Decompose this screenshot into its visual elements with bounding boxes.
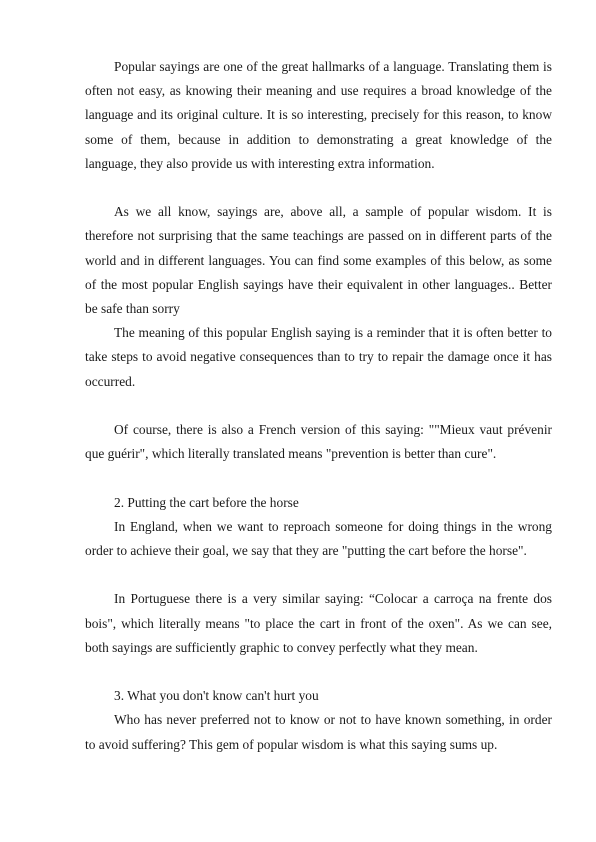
document-page — [85, 55, 552, 757]
paragraph-spacer — [85, 563, 552, 587]
section-2-heading: 2. Putting the cart before the horse — [114, 494, 299, 510]
intro-paragraph-2: As we all know, sayings are, above all, a sample of popular wisdom. It is therefore not surprising that the same teachings are passed on in different parts of the world and in different languages. You can find some examples of this below, as some of the most popular English sayings have their equivalent in other languages.. Better be safe than sorry — [85, 204, 552, 317]
intro-paragraph-1: Popular sayings are one of the great hallmarks of a language. Translating them is often not easy, as knowing their meaning and use requires a broad knowledge of the language and its original culture. It is so interesting, precisely for this reason, to know some of them, because in addition to demonstrating a great knowledge of the language, they also provide us with interesting extra information. — [85, 59, 552, 171]
section-3-paragraph-1: Who has never preferred not to know or not to have known something, in order to avoid suffering? This gem of popular wisdom is what this saying sums up. — [85, 712, 552, 752]
section-1-paragraph-1: The meaning of this popular English saying is a reminder that it is often better to take steps to avoid negative consequences than to try to repair the damage once it has occurred. — [85, 325, 552, 389]
paragraph-spacer — [85, 660, 552, 684]
paragraph-spacer — [85, 176, 552, 200]
paragraph-spacer — [85, 466, 552, 490]
section-2-paragraph-1: In England, when we want to reproach someone for doing things in the wrong order to achieve their goal, we say that they are "putting the cart before the horse". — [85, 518, 552, 559]
paragraph-spacer — [85, 394, 552, 418]
section-1-paragraph-2: Of course, there is also a French version of this saying: ""Mieux vaut prévenir que guérir", which literally translated means "prevention is better than cure". — [85, 422, 552, 462]
section-2-paragraph-2: In Portuguese there is a very similar saying: “Colocar a carroça na frente dos bois", which literally means "to place the cart in front of the oxen". As we can see, both sayings are sufficiently graphic to convey perfectly what they mean. — [85, 591, 552, 655]
section-3-heading: 3. What you don't know can't hurt you — [114, 688, 319, 704]
